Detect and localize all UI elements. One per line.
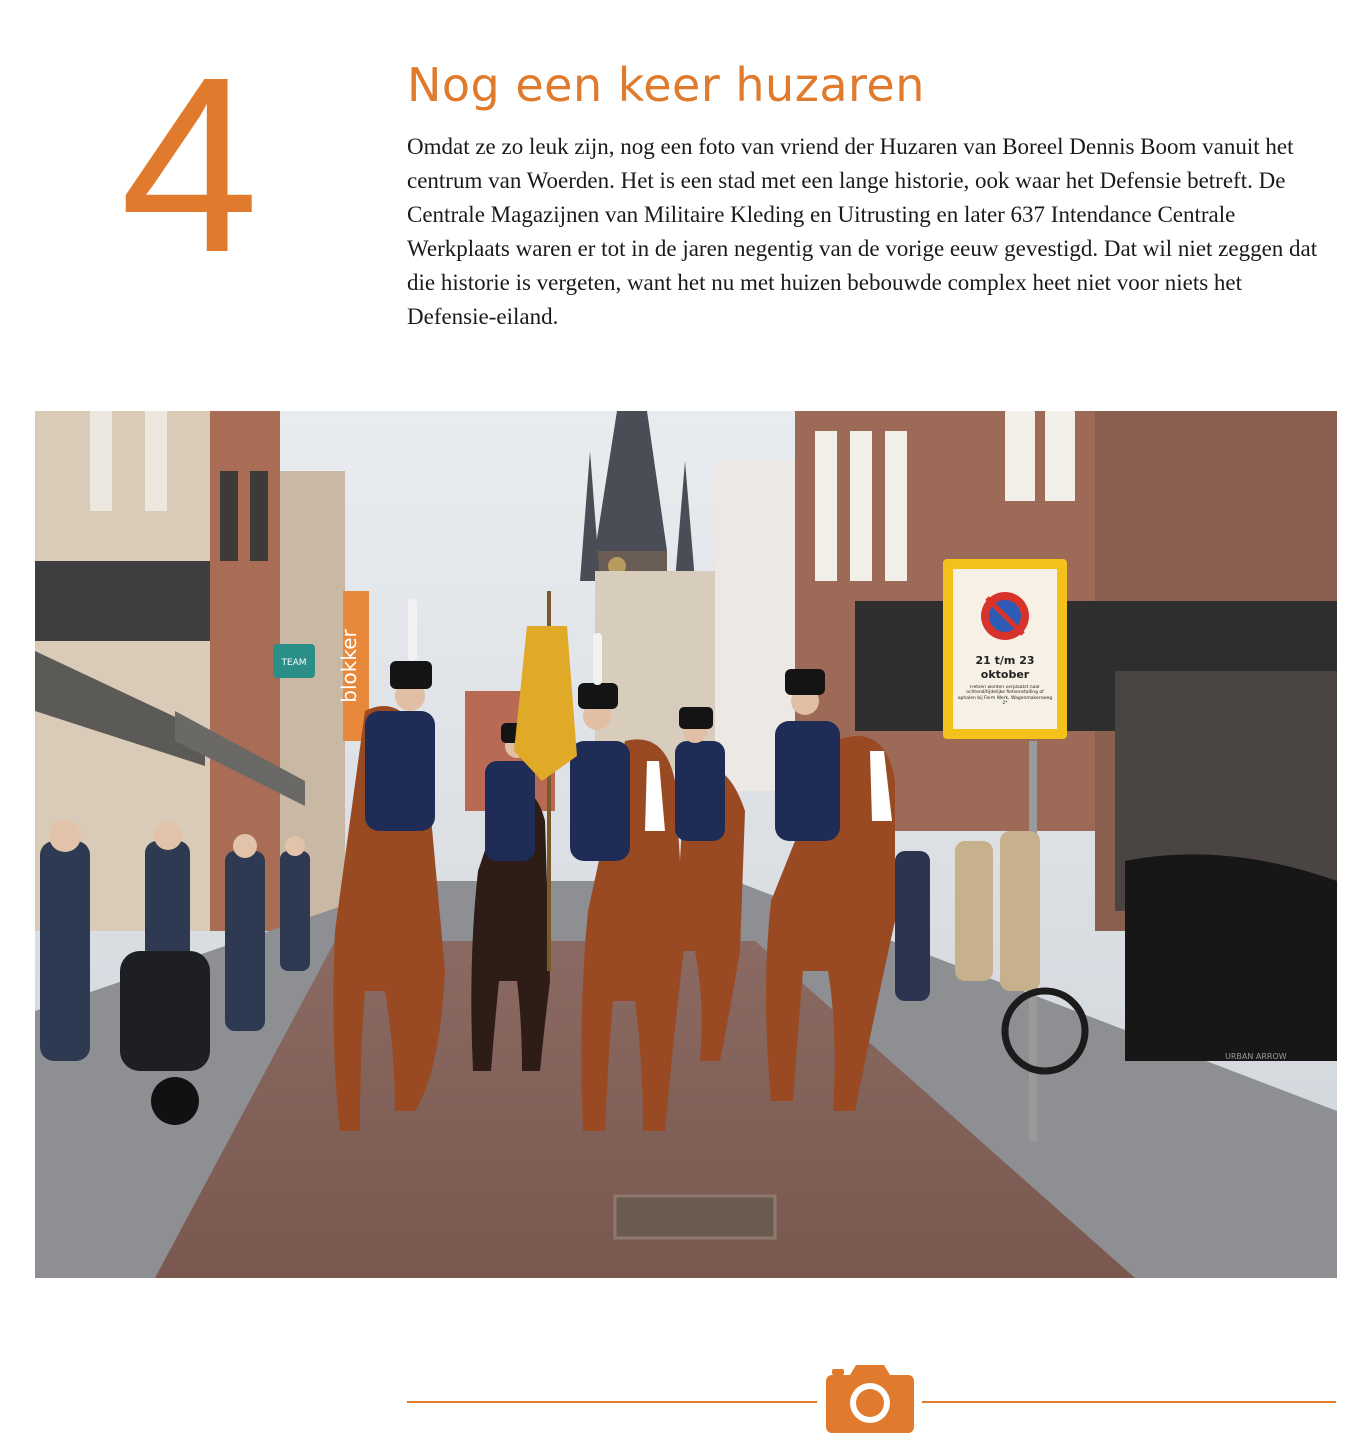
bike-brand: URBAN ARROW	[1225, 1052, 1287, 1061]
footer-divider-left	[407, 1401, 817, 1403]
article-title: Nog een keer huzaren	[407, 58, 925, 112]
sign-date: 21 t/m 23	[975, 654, 1035, 667]
sign-month: oktober	[980, 668, 1030, 681]
shop-sign: blokker	[337, 629, 361, 703]
street-parade-photo	[35, 411, 1337, 1278]
sign-notice: Fietsen worden verplaatst naar ochtend/tijdelijke fietsenstalling of ophalen bij Ferm Werk, Wagenmakersweg 2*	[957, 685, 1053, 707]
article-body: Omdat ze zo leuk zijn, nog een foto van vriend der Huzaren van Boreel Dennis Boom vanuit het centrum van Woerden. Het is een stad met een lange historie, ook waar het Defensie betreft. De Centrale Magazijnen van Militaire Kleding en Uitrusting en later 637 Intendance Centrale Werkplaats waren er tot in de jaren negentig van de vorige eeuw gevestigd. Dat wil niet zeggen dat die historie is vergeten, want het nu met huizen bebouwde complex heet niet voor niets het Defensie-eiland.	[407, 134, 1318, 329]
chapter-number: 4	[120, 25, 260, 304]
team-sign: TEAM	[281, 658, 307, 668]
camera-icon	[826, 1363, 914, 1433]
footer-divider-right	[922, 1401, 1336, 1403]
